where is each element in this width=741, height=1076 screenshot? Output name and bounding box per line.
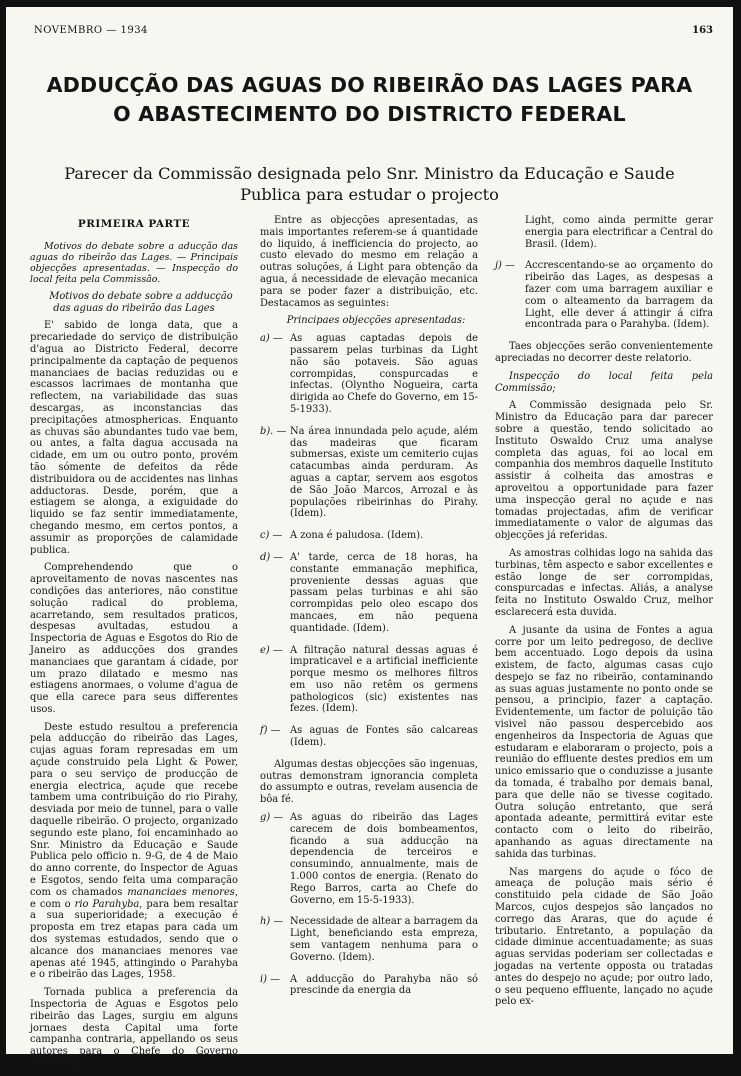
item-label: d) — bbox=[260, 551, 284, 563]
title-line-2: O ABASTECIMENTO DO DISTRICTO FEDERAL bbox=[113, 102, 626, 126]
section-heading: PRIMEIRA PARTE bbox=[77, 218, 191, 230]
item-label: h) — bbox=[260, 916, 284, 928]
objection-item bbox=[260, 812, 478, 906]
item-text: Light, como ainda permitte gerar energia para electrificar a Central do Brasil. (Idem). bbox=[525, 215, 713, 250]
objection-item bbox=[260, 725, 478, 749]
item-text: Accrescentando-se ao orçamento do ribeirão das Lages, as despesas a fazer com uma barragem auxiliar e com o alteamento da barragem da Light, elle dever á attingir á cifra encontrada para o Parahyba. (Idem). bbox=[525, 260, 713, 331]
item-text: A adducção do Parahyba não só prescinde da energia da bbox=[290, 973, 478, 997]
issue-date: NOVEMBRO — 1934 bbox=[34, 25, 148, 36]
item-label: e) — bbox=[260, 644, 283, 656]
objection-item bbox=[260, 974, 478, 998]
paragraph: As amostras colhidas logo na sahida das turbinas, têm aspecto e sabor excellentes e estão longe de ser corrompidas, conspurcadas e infectas. Aliás, a analyse feita no Instituto Oswaldo Cruz, melhor esclarecerá esta duvida. bbox=[495, 547, 713, 618]
objection-item bbox=[260, 645, 478, 716]
text-run: , para bem resaltar a sua superioridade; a execução é proposta em trez etapas para cada um dos systemas estudados, sendo que o alcance dos mananciaes menores vae apenas até 1945, attingindo o Parahyba e o ribeirão das Lages, 1958. bbox=[30, 898, 239, 981]
item-label: c) — bbox=[260, 530, 283, 542]
paragraph bbox=[30, 722, 238, 982]
paragraph: A Commissão designada pelo Sr. Ministro da Educação para dar parecer sobre a questão, tendo solicitado ao Instituto Oswaldo Cruz uma analyse completa das aguas, foi ao local em companhia dos membros daquelle Instituto assistir á colheita das amostras e aproveitou a opportunidade para fazer uma inspecção geral no açude e nas tomadas projectadas, afim de verificar immediatamente o valor de algumas das objecções já referidas. bbox=[495, 400, 713, 542]
paragraph: Taes objecções serão convenientemente apreciadas no decorrer deste relatorio. bbox=[495, 341, 713, 364]
column-1 bbox=[30, 215, 238, 1076]
article-subtitle bbox=[20, 163, 719, 205]
subsection-heading: Inspecção do local feita pela Commissão; bbox=[495, 370, 713, 394]
emphasis: mananciaes menores bbox=[127, 886, 235, 898]
item-label: i) — bbox=[260, 973, 281, 985]
item-text: A zona é paludosa. (Idem). bbox=[290, 530, 424, 542]
objection-continuation bbox=[495, 215, 713, 250]
objection-item bbox=[260, 530, 478, 542]
paragraph: A jusante da usina de Fontes a agua corre por um leito pedregoso, de declive bem accentuado. Logo depois da usina existem, de facto, algumas casas cujo despejo se faz no ribeirão, contaminando as suas aguas justamente no ponto onde se pensou, a principio, fazer a captação. Evidentemente, um factor de poluição tão visivel não passou despercebido aos engenheiros da Inspectoria de Aguas que estudaram e elaboraram o projecto, pois a reunião do effluente destes predios em um unico emissario que o conduzisse a jusante da tomada, é trabalho por demais banal, para que delle não se tivesse cogitado. Outra solução entretanto, que será apontada adeante, permittirá evitar este contacto com o leito do ribeirão, apanhando as aguas directamente na sahida das turbinas. bbox=[495, 624, 713, 860]
text-run: Deste estudo resultou a preferencia pela adducção do ribeirão das Lages, cujas aguas foram represadas em um açude construido pela Light & Power, para o seu serviço de producção de energia electrica, açude que recebe tambem uma contribuição do rio Pirahy, desviada por meio de tunnel, para o valle daquelle ribeirão. O projecto, organizado segundo este plano, foi encaminhado ao Snr. Ministro da Educação e Saude Publica pelo officio n. 9-G, de 4 de Maio do anno corrente, do Inspector de Aguas e Esgotos, sendo feita uma comparação com os chamados bbox=[30, 721, 238, 898]
objection-item bbox=[260, 916, 478, 963]
item-text: Necessidade de altear a barragem da Light, beneficiando esta empreza, sem vantagem nenhuma para o Governo. (Idem). bbox=[290, 916, 479, 963]
item-text: A filtração natural dessas aguas é impraticavel e a artificial inefficiente porque mesmo os melhores filtros em uso não retêm os germens pathologicos (sic) existentes nas fezes. (Idem). bbox=[290, 644, 478, 715]
objection-item bbox=[260, 426, 478, 520]
column-3 bbox=[495, 215, 713, 1014]
paragraph: Tornada publica a preferencia da Inspectoria de Aguas e Esgotos pelo ribeirão das Lages, surgiu em alguns jornaes desta Capital uma forte campanha contraria, appellando os seus autores para o Chefe do Governo Provisorio. bbox=[30, 987, 238, 1069]
item-label: j) — bbox=[495, 260, 515, 272]
paragraph: Entre as objecções apresentadas, as mais importantes referem-se á quantidade do liquido, á inefficiencia do projecto, ao custo elevado do mesmo em relação a outras soluções, á Light para obtenção da agua, á necessidade de elevação mecanica para se poder fazer a distribuição, etc. Destacamos as seguintes: bbox=[260, 215, 478, 309]
item-text: Na área innundada pelo açude, além das madeiras que ficaram submersas, existe um cemiterio cujas catacumbas ainda perduram. As aguas a captar, servem aos esgotos de São João Marcos, Arrozal e às populações ribeirinhas do Pirahy. (Idem). bbox=[290, 425, 479, 520]
item-label: b). — bbox=[260, 425, 287, 437]
item-text: As aguas captadas depois de passarem pelas turbinas da Light não são potaveis. São aguas corrompidas, conspurcadas e infectas. (Olyntho Nogueira, carta dirigida ao Chefe do Governo, em 15-5-1933). bbox=[290, 333, 478, 415]
paragraph: Nas margens do açude o fóco de ameaça de polução mais sério é constituido pela cidade de São João Marcos, cujos despejos são lançados no corrego das Araras, que do açude é tributario. Entretanto, a população da cidade diminue accentuadamente; as suas aguas servidas poderiam ser collectadas e jogadas na vertente opposta ou tratadas antes do despejo no açude; por outro lado, o seu pequeno effluente, lançado no açude pelo ex- bbox=[495, 866, 713, 1008]
paragraph: Algumas destas objecções são ingenuas, outras demonstram ignorancia completa do assumpto e outras, revelam ausencia de bôa fé. bbox=[260, 758, 478, 806]
page-number: 163 bbox=[692, 25, 713, 36]
paragraph: E' sabido de longa data, que a precariedade do serviço de distribuição d'agua ao Districto Federal, decorre principalmente da captação de pequenos mananciaes de bacias reduzidas ou e escassos lacrimaes de montanha que reflectem, na variabilidade das suas descargas, as inconstancias das precipitações atmosphericas. Enquanto as chuvas são abundantes tudo vae bem, ou antes, a falta dagua accusada na cidade, em um ou outro ponto, provém tão sómente de defeitos da rêde distribuidora ou de accidentes nas linhas adductoras. Desde, porém, que a estiagem se alonga, a exiguidade do liquido se faz sentir immediatamente, chegando mesmo, em certos pontos, a assumir as proporções de calamidade publica. bbox=[30, 320, 238, 556]
article-title bbox=[20, 71, 719, 129]
column-2 bbox=[260, 215, 478, 1007]
objections-heading: Principaes objecções apresentadas: bbox=[286, 315, 466, 327]
title-line-1: ADDUCÇÃO DAS AGUAS DO RIBEIRÃO DAS LAGES PARA bbox=[46, 73, 693, 97]
item-text: A' tarde, cerca de 18 horas, ha constante emmanação mephifica, proveniente dessas aguas que passam pelas turbinas e ahi são corrompidas pelo oleo escapo dos mancaes, em não pequena quantidade. (Idem). bbox=[290, 551, 478, 634]
subtitle-line-1: Parecer da Commissão designada pelo Snr. Ministro da Educação e Saude bbox=[64, 164, 675, 183]
item-label: f) — bbox=[260, 725, 281, 737]
item-text: As aguas do ribeirão das Lages carecem de dois bombeamentos, ficando a sua adducção na dependencia de terceiros e consumindo, annualmente, mais de 1.000 contos de energia. (Renato do Rego Barros, carta ao Chefe do Governo, em 15-5-1933). bbox=[290, 812, 478, 906]
subsection-heading: Motivos do debate sobre a adducção das aguas do ribeirão das Lages bbox=[49, 290, 233, 314]
objection-item bbox=[495, 260, 713, 331]
item-label: a) — bbox=[260, 333, 283, 345]
objection-item bbox=[260, 552, 478, 635]
objection-item bbox=[260, 333, 478, 416]
section-summary: Motivos do debate sobre a aducção das aguas do ribeirão das Lages. — Principais objecções apresentadas. — Inspecção do local feita pela Commissão. bbox=[30, 240, 238, 285]
page-header bbox=[34, 25, 713, 41]
item-label: g) — bbox=[260, 812, 284, 824]
item-text: As aguas de Fontes são calcareas (Idem). bbox=[290, 725, 478, 749]
document-page bbox=[6, 7, 733, 1069]
paragraph: Comprehendendo que o aproveitamento de novas nascentes nas condições das anteriores, não constitue solução radical do problema, acarretando, sem resultados praticos, despesas avultadas, estudou a Inspectoria de Aguas e Esgotos do Rio de Janeiro as adducções dos grandes mananciaes que garantam á cidade, por um prazo dilatado e mesmo nas estiagens anormaes, o volume d'agua de que ella carece para seus differentes usos. bbox=[30, 562, 238, 715]
emphasis: rio Parahyba bbox=[74, 898, 140, 910]
text-run: , e com o bbox=[30, 886, 238, 910]
subtitle-line-2: Publica para estudar o projecto bbox=[240, 185, 499, 204]
